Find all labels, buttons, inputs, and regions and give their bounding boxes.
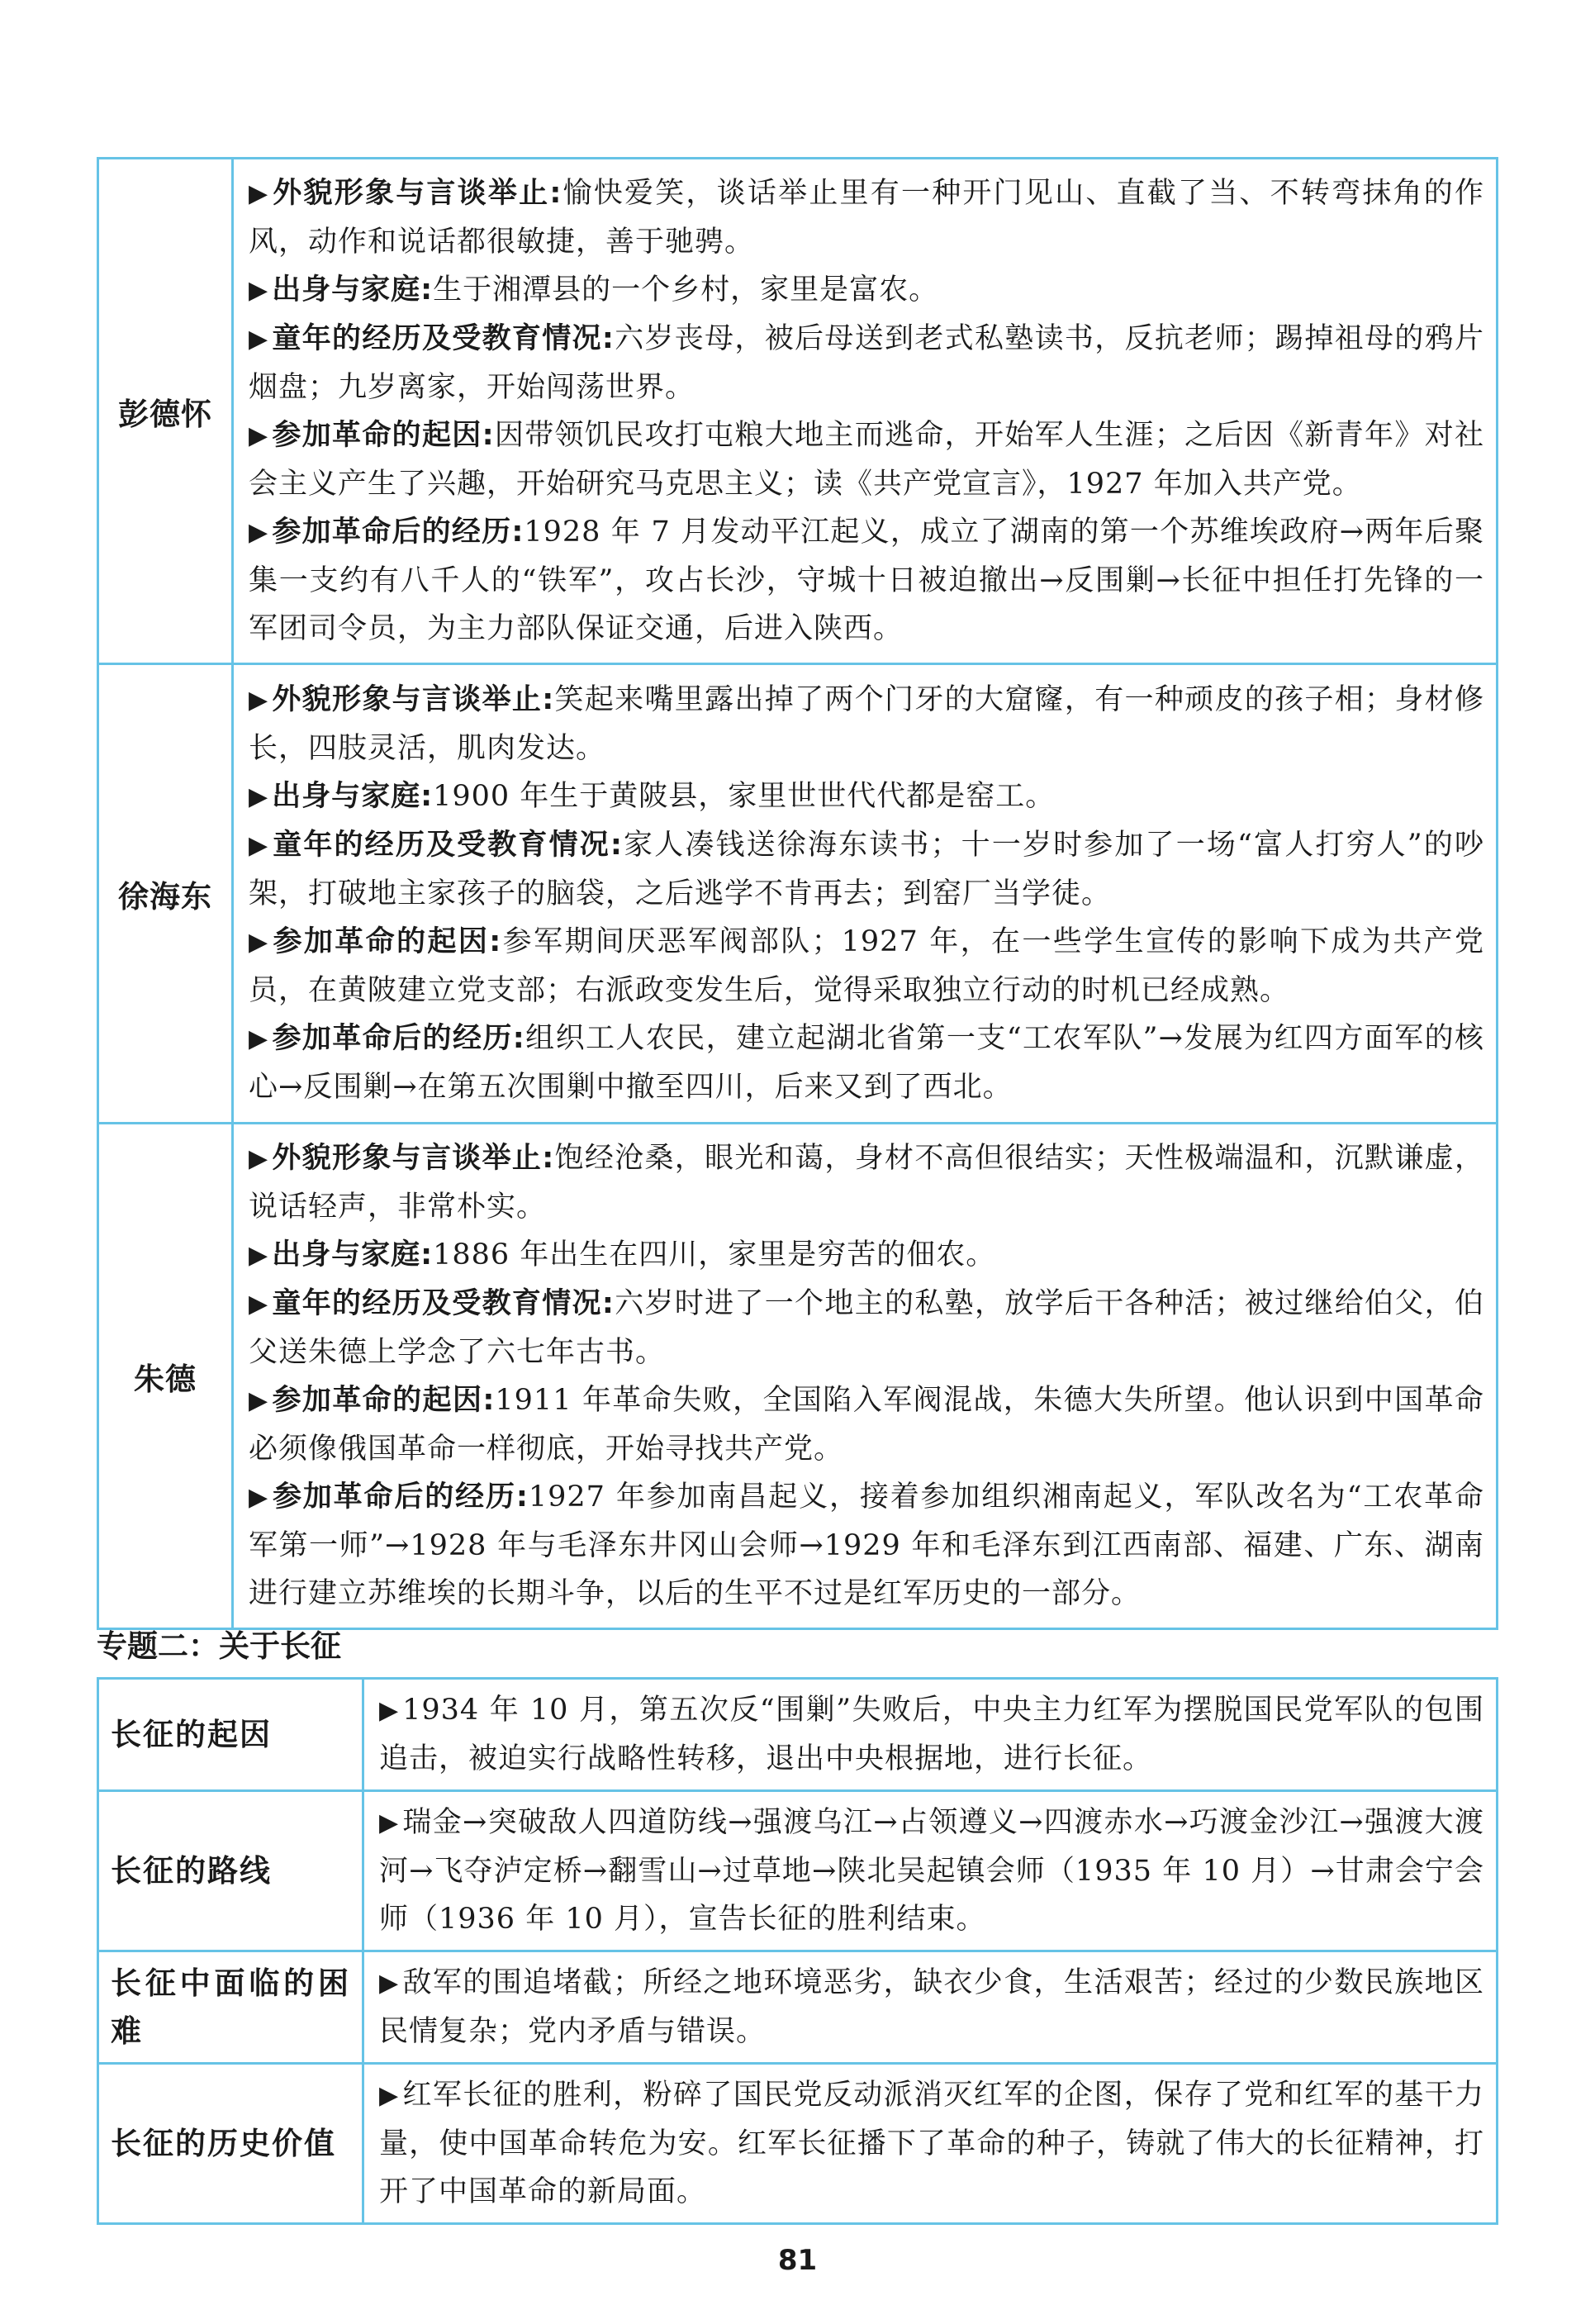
- item-label: 出身与家庭: [272, 273, 421, 307]
- item-label: 出身与家庭: [272, 1238, 421, 1271]
- list-item: ▶ 参加革命后的经历:组织工人农民，建立起湖北省第一支“工农军队”→发展为红四方面军的核心→反围剿→在第五次围剿中撤至四川，后来又到了西北。: [249, 1015, 1484, 1111]
- list-item: ▶ 外貌形象与言谈举止:饱经沧桑，眼光和蔼，身材不高但很结实；天性极端温和，沉默谦虚，说话轻声，非常朴实。: [249, 1134, 1484, 1231]
- row-heading: 长征的历史价值: [98, 2064, 363, 2224]
- item-text: 饱经沧桑，眼光和蔼，身材不高但很结实；天性极端温和，沉默谦虚，说话轻声，非常朴实。: [249, 1142, 1484, 1224]
- person-name: 朱德: [98, 1124, 233, 1629]
- arrow-right-icon: ▶: [249, 782, 269, 811]
- arrow-right-icon: ▶: [249, 518, 269, 547]
- arrow-right-icon: ▶: [249, 325, 269, 354]
- item-label: 出身与家庭: [272, 780, 421, 813]
- item-label: 童年的经历及受教育情况: [272, 1287, 602, 1320]
- list-item: ▶ 参加革命的起因:因带领饥民攻打屯粮大地主而逃命，开始军人生涯；之后因《新青年》对社会主义产生了兴趣，开始研究马克思主义；读《共产党宣言》，1927 年加入共产党。: [249, 411, 1484, 508]
- arrow-right-icon: ▶: [379, 1696, 400, 1725]
- person-name: 彭德怀: [98, 159, 233, 664]
- row-text: ▶ 红军长征的胜利，粉碎了国民党反动派消灭红军的企图，保存了党和红军的基干力量，使中国革命转危为安。红军长征播下了革命的种子，铸就了伟大的长征精神，打开了中国革命的新局面。: [363, 2064, 1498, 2224]
- table-row: [98, 1791, 1498, 1951]
- item-label: 外貌形象与言谈举止: [272, 1142, 543, 1175]
- item-label: 参加革命后的经历: [272, 1480, 516, 1514]
- arrow-right-icon: ▶: [249, 1386, 269, 1415]
- arrow-right-icon: ▶: [379, 2081, 400, 2110]
- list-item: ▶ 童年的经历及受教育情况:六岁时进了一个地主的私塾，放学后干各种活；被过继给伯父，伯父送朱德上学念了六七年古书。: [249, 1280, 1484, 1376]
- item-label: 外貌形象与言谈举止: [272, 177, 550, 210]
- item-text: 因带领饥民攻打屯粮大地主而逃命，开始军人生涯；之后因《新青年》对社会主义产生了兴趣，开始研究马克思主义；读《共产党宣言》，1927 年加入共产党。: [249, 419, 1484, 501]
- arrow-right-icon: ▶: [249, 1483, 269, 1512]
- item-text: 组织工人农民，建立起湖北省第一支“工农军队”→发展为红四方面军的核心→反围剿→在第五次围剿中撤至四川，后来又到了西北。: [249, 1022, 1484, 1104]
- item-text: 生于湘潭县的一个乡村，家里是富农。: [433, 273, 939, 307]
- item-label: 参加革命的起因: [272, 925, 490, 958]
- list-item: ▶ 童年的经历及受教育情况:家人凑钱送徐海东读书；十一岁时参加了一场“富人打穷人”的吵架，打破地主家孩子的脑袋，之后逃学不肯再去；到窑厂当学徒。: [249, 821, 1484, 918]
- table-row: [98, 1951, 1498, 2064]
- arrow-right-icon: ▶: [249, 1290, 269, 1319]
- person-details: [233, 1124, 1498, 1629]
- list-item: ▶ 参加革命的起因:1911 年革命失败，全国陷入军阀混战，朱德大失所望。他认识到中国革命必须像俄国革命一样彻底，开始寻找共产党。: [249, 1376, 1484, 1473]
- arrow-right-icon: ▶: [249, 1024, 269, 1053]
- table-row: [98, 664, 1498, 1124]
- list-item: ▶ 参加革命后的经历:1927 年参加南昌起义，接着参加组织湘南起义，军队改名为“工农革命军第一师”→1928 年与毛泽东井冈山会师→1929 年和毛泽东到江西南部、福建、广东、湖南进行建立苏维埃的长期斗争，以后的生平不过是红军历史的一部分。: [249, 1473, 1484, 1618]
- table-row: [98, 159, 1498, 664]
- row-heading: 长征的路线: [98, 1791, 363, 1951]
- person-details: [233, 159, 1498, 664]
- item-text: 六岁丧母，被后母送到老式私塾读书，反抗老师；踢掉祖母的鸦片烟盘；九岁离家，开始闯荡世界。: [249, 322, 1484, 404]
- list-item: ▶ 外貌形象与言谈举止:笑起来嘴里露出掉了两个门牙的大窟窿，有一种顽皮的孩子相；身材修长，四肢灵活，肌肉发达。: [249, 676, 1484, 772]
- row-heading: 长征的起因: [98, 1679, 363, 1791]
- page-number: 81: [777, 2244, 818, 2277]
- arrow-right-icon: ▶: [249, 1241, 269, 1270]
- table-row: [98, 2064, 1498, 2224]
- item-text: 参军期间厌恶军阀部队；1927 年，在一些学生宣传的影响下成为共产党员，在黄陂建立党支部；右派政变发生后，觉得采取独立行动的时机已经成熟。: [249, 925, 1484, 1007]
- item-label: 参加革命后的经历: [272, 516, 512, 549]
- item-text: 笑起来嘴里露出掉了两个门牙的大窟窿，有一种顽皮的孩子相；身材修长，四肢灵活，肌肉发达。: [249, 683, 1484, 765]
- list-item: ▶ 外貌形象与言谈举止:愉快爱笑，谈话举止里有一种开门见山、直截了当、不转弯抹角的作风，动作和说话都很敏捷，善于驰骋。: [249, 169, 1484, 266]
- arrow-right-icon: ▶: [249, 928, 269, 957]
- arrow-right-icon: ▶: [249, 276, 269, 305]
- arrow-right-icon: ▶: [249, 179, 269, 208]
- item-label: 参加革命的起因: [272, 419, 482, 452]
- row-text: ▶ 瑞金→突破敌人四道防线→强渡乌江→占领遵义→四渡赤水→巧渡金沙江→强渡大渡河→飞夺泸定桥→翻雪山→过草地→陕北吴起镇会师（1935 年 10 月）→甘肃会宁会师（1936 年 10 月），宣告长征的胜利结束。: [363, 1791, 1498, 1951]
- item-text: 1886 年出生在四川，家里是穷苦的佃农。: [433, 1238, 996, 1271]
- row-heading: 长征中面临的困难: [98, 1951, 363, 2064]
- list-item: ▶ 出身与家庭:生于湘潭县的一个乡村，家里是富农。: [249, 266, 1484, 315]
- item-text: 六岁时进了一个地主的私塾，放学后干各种活；被过继给伯父，伯父送朱德上学念了六七年古书。: [249, 1287, 1484, 1369]
- item-text: 家人凑钱送徐海东读书；十一岁时参加了一场“富人打穷人”的吵架，打破地主家孩子的脑袋，之后逃学不肯再去；到窑厂当学徒。: [249, 829, 1484, 910]
- arrow-right-icon: ▶: [249, 831, 269, 860]
- item-label: 外貌形象与言谈举止: [272, 683, 543, 716]
- item-text: 1928 年 7 月发动平江起义，成立了湖南的第一个苏维埃政府→两年后聚集一支约有八千人的“铁军”，攻占长沙，守城十日被迫撤出→反围剿→长征中担任打先锋的一军团司令员，为主力部队保证交通，后进入陕西。: [249, 516, 1484, 645]
- arrow-right-icon: ▶: [249, 686, 269, 715]
- item-label: 参加革命的起因: [272, 1384, 483, 1417]
- row-text: ▶ 1934 年 10 月，第五次反“围剿”失败后，中央主力红军为摆脱国民党军队的包围追击，被迫实行战略性转移，退出中央根据地，进行长征。: [363, 1679, 1498, 1791]
- item-text: 1900 年生于黄陂县，家里世世代代都是窑工。: [433, 780, 1056, 813]
- item-label: 参加革命后的经历: [272, 1022, 513, 1055]
- list-item: ▶ 参加革命后的经历:1928 年 7 月发动平江起义，成立了湖南的第一个苏维埃政府→两年后聚集一支约有八千人的“铁军”，攻占长沙，守城十日被迫撤出→反围剿→长征中担任打先锋的一军团司令员，为主力部队保证交通，后进入陕西。: [249, 508, 1484, 653]
- table-row: [98, 1679, 1498, 1791]
- list-item: ▶ 参加革命的起因:参军期间厌恶军阀部队；1927 年，在一些学生宣传的影响下成为共产党员，在黄陂建立党支部；右派政变发生后，觉得采取独立行动的时机已经成熟。: [249, 918, 1484, 1015]
- person-name: 徐海东: [98, 664, 233, 1124]
- table-row: [98, 1124, 1498, 1629]
- list-item: ▶ 出身与家庭:1900 年生于黄陂县，家里世世代代都是窑工。: [249, 772, 1484, 821]
- item-text: 1927 年参加南昌起义，接着参加组织湘南起义，军队改名为“工农革命军第一师”→1928 年与毛泽东井冈山会师→1929 年和毛泽东到江西南部、福建、广东、湖南进行建立苏维埃的长期斗争，以后的生平不过是红军历史的一部分。: [249, 1480, 1484, 1610]
- item-text: 1911 年革命失败，全国陷入军阀混战，朱德大失所望。他认识到中国革命必须像俄国革命一样彻底，开始寻找共产党。: [249, 1384, 1484, 1466]
- item-text: 愉快爱笑，谈话举止里有一种开门见山、直截了当、不转弯抹角的作风，动作和说话都很敏捷，善于驰骋。: [249, 177, 1484, 259]
- list-item: ▶ 出身与家庭:1886 年出生在四川，家里是穷苦的佃农。: [249, 1231, 1484, 1280]
- long-march-table: [97, 1677, 1498, 2225]
- section-title: 专题二：关于长征: [97, 1628, 341, 1664]
- arrow-right-icon: ▶: [379, 1808, 400, 1837]
- list-item: ▶ 童年的经历及受教育情况:六岁丧母，被后母送到老式私塾读书，反抗老师；踢掉祖母的鸦片烟盘；九岁离家，开始闯荡世界。: [249, 315, 1484, 411]
- person-details: [233, 664, 1498, 1124]
- item-label: 童年的经历及受教育情况: [272, 829, 610, 862]
- arrow-right-icon: ▶: [249, 421, 269, 450]
- arrow-right-icon: ▶: [379, 1969, 400, 1998]
- arrow-right-icon: ▶: [249, 1144, 269, 1173]
- character-table: [97, 157, 1498, 1630]
- item-label: 童年的经历及受教育情况: [272, 322, 602, 355]
- row-text: ▶ 敌军的围追堵截；所经之地环境恶劣，缺衣少食，生活艰苦；经过的少数民族地区民情复杂；党内矛盾与错误。: [363, 1951, 1498, 2064]
